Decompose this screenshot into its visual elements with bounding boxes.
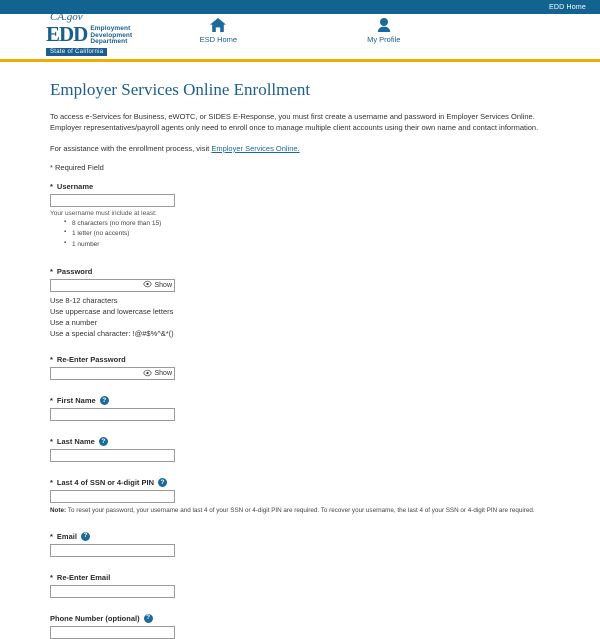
reenter-password-field-group	[50, 355, 550, 380]
first-name-field-group	[50, 396, 550, 421]
password-field-group	[50, 267, 550, 340]
username-label	[50, 182, 550, 191]
ssn-pin-note-text: To reset your password, your username and last 4 of your SSN or 4-digit PIN are required. To recover your username, the last 4 of your SSN or 4-digit PIN are required.	[67, 507, 535, 515]
reenter-email-field-group	[50, 573, 550, 598]
reenter-email-label	[50, 573, 550, 582]
last-name-label	[50, 437, 550, 446]
edd-logo-line1: Employment	[90, 25, 131, 32]
reenter-password-label	[50, 355, 550, 364]
ca-gov-logo[interactable]: CA.gov	[50, 11, 83, 23]
username-rule: ▪ 8 characters (no more than 15)	[72, 219, 550, 230]
username-input[interactable]	[50, 194, 175, 207]
ssn-pin-help-icon[interactable]: ?	[158, 478, 167, 487]
primary-nav	[0, 18, 600, 44]
password-rule: Use uppercase and lowercase letters	[50, 306, 174, 316]
phone-help-icon[interactable]: ?	[144, 614, 153, 623]
required-field-note: * Required Field	[50, 162, 104, 172]
password-rule: Use a number	[50, 317, 98, 327]
edd-wordmark: EDD	[46, 22, 88, 46]
last-name-label-text: Last Name	[56, 437, 95, 447]
ssn-pin-required-star: *	[50, 478, 53, 488]
user-icon	[376, 18, 392, 32]
ssn-pin-input[interactable]	[50, 490, 175, 503]
username-field-group	[50, 182, 550, 251]
site-header	[0, 11, 600, 62]
assistance-text	[50, 144, 550, 153]
intro-paragraph: To access e-Services for Business, eWOTC, or SIDES E-Response, you must first create a username and password in Employer Services Online. Employer representatives/payroll agents only need to enroll once to manage multiple client accounts using their own name and contact information.	[50, 112, 539, 132]
last-name-required-star: *	[50, 437, 53, 447]
email-input[interactable]	[50, 544, 175, 557]
nav-item-my-profile-label: My Profile	[367, 35, 401, 44]
page-title: Employer Services Online Enrollment	[50, 80, 311, 99]
username-rule: ▪ 1 number	[72, 240, 550, 251]
password-rule: Use 8-12 characters	[50, 295, 118, 305]
reenter-password-show-button[interactable]	[143, 367, 172, 380]
last-name-input[interactable]	[50, 449, 175, 462]
reenter-password-required-star: *	[50, 355, 53, 365]
username-rules-list	[50, 219, 550, 251]
password-required-star: *	[50, 266, 53, 276]
email-field-group	[50, 532, 550, 557]
edd-logo-line2: Development	[90, 31, 133, 39]
ssn-pin-field-group	[50, 478, 550, 516]
phone-field-group	[50, 614, 550, 639]
reenter-email-input[interactable]	[50, 585, 175, 598]
password-label-text: Password	[56, 266, 93, 276]
employer-services-online-link[interactable]: Employer Services Online.	[211, 143, 300, 153]
email-help-icon[interactable]: ?	[81, 532, 90, 541]
username-hint: Your username must include at least:	[50, 209, 157, 217]
ssn-pin-note-prefix: Note:	[50, 507, 68, 515]
username-rule: ▪ 1 letter (no accents)	[72, 229, 550, 240]
last-name-field-group	[50, 437, 550, 462]
assistance-prefix: For assistance with the enrollment process, visit	[50, 143, 212, 153]
first-name-input[interactable]	[50, 408, 175, 421]
reenter-password-show-label: Show	[154, 370, 172, 378]
password-show-label: Show	[154, 281, 172, 289]
first-name-label-text: First Name	[56, 396, 96, 406]
first-name-label	[50, 396, 550, 405]
phone-input[interactable]	[50, 626, 175, 639]
first-name-required-star: *	[50, 396, 53, 406]
nav-item-esd-home-label: ESD Home	[199, 35, 238, 44]
username-label-text: Username	[56, 181, 94, 191]
reenter-email-required-star: *	[50, 573, 53, 583]
eye-icon	[143, 281, 152, 289]
password-rules-list	[50, 296, 550, 340]
edd-logo-line3: Department	[90, 38, 128, 45]
last-name-help-icon[interactable]: ?	[99, 437, 108, 446]
ssn-pin-label-text: Last 4 of SSN or 4-digit PIN	[56, 478, 155, 488]
nav-item-my-profile[interactable]	[367, 18, 400, 44]
ssn-pin-label	[50, 478, 550, 487]
password-label	[50, 267, 550, 276]
email-label-text: Email	[56, 532, 77, 542]
phone-label-text: Phone Number (optional)	[50, 614, 140, 624]
ssn-pin-note	[50, 507, 550, 516]
main-content	[0, 62, 600, 639]
email-required-star: *	[50, 532, 53, 542]
password-show-button[interactable]	[143, 279, 172, 292]
nav-item-esd-home[interactable]	[200, 18, 238, 44]
email-label	[50, 532, 550, 541]
edd-home-link[interactable]: EDD Home	[549, 3, 586, 11]
home-icon	[210, 18, 226, 32]
first-name-help-icon[interactable]: ?	[100, 396, 109, 405]
password-rule: Use a special character: !@#$%^&*()	[50, 328, 174, 338]
reenter-password-label-text: Re-Enter Password	[56, 355, 126, 365]
username-required-star: *	[50, 181, 53, 191]
eye-icon	[143, 370, 152, 378]
edd-logo-state: State of California	[46, 48, 107, 56]
phone-label	[50, 614, 550, 623]
reenter-email-label-text: Re-Enter Email	[56, 573, 111, 583]
